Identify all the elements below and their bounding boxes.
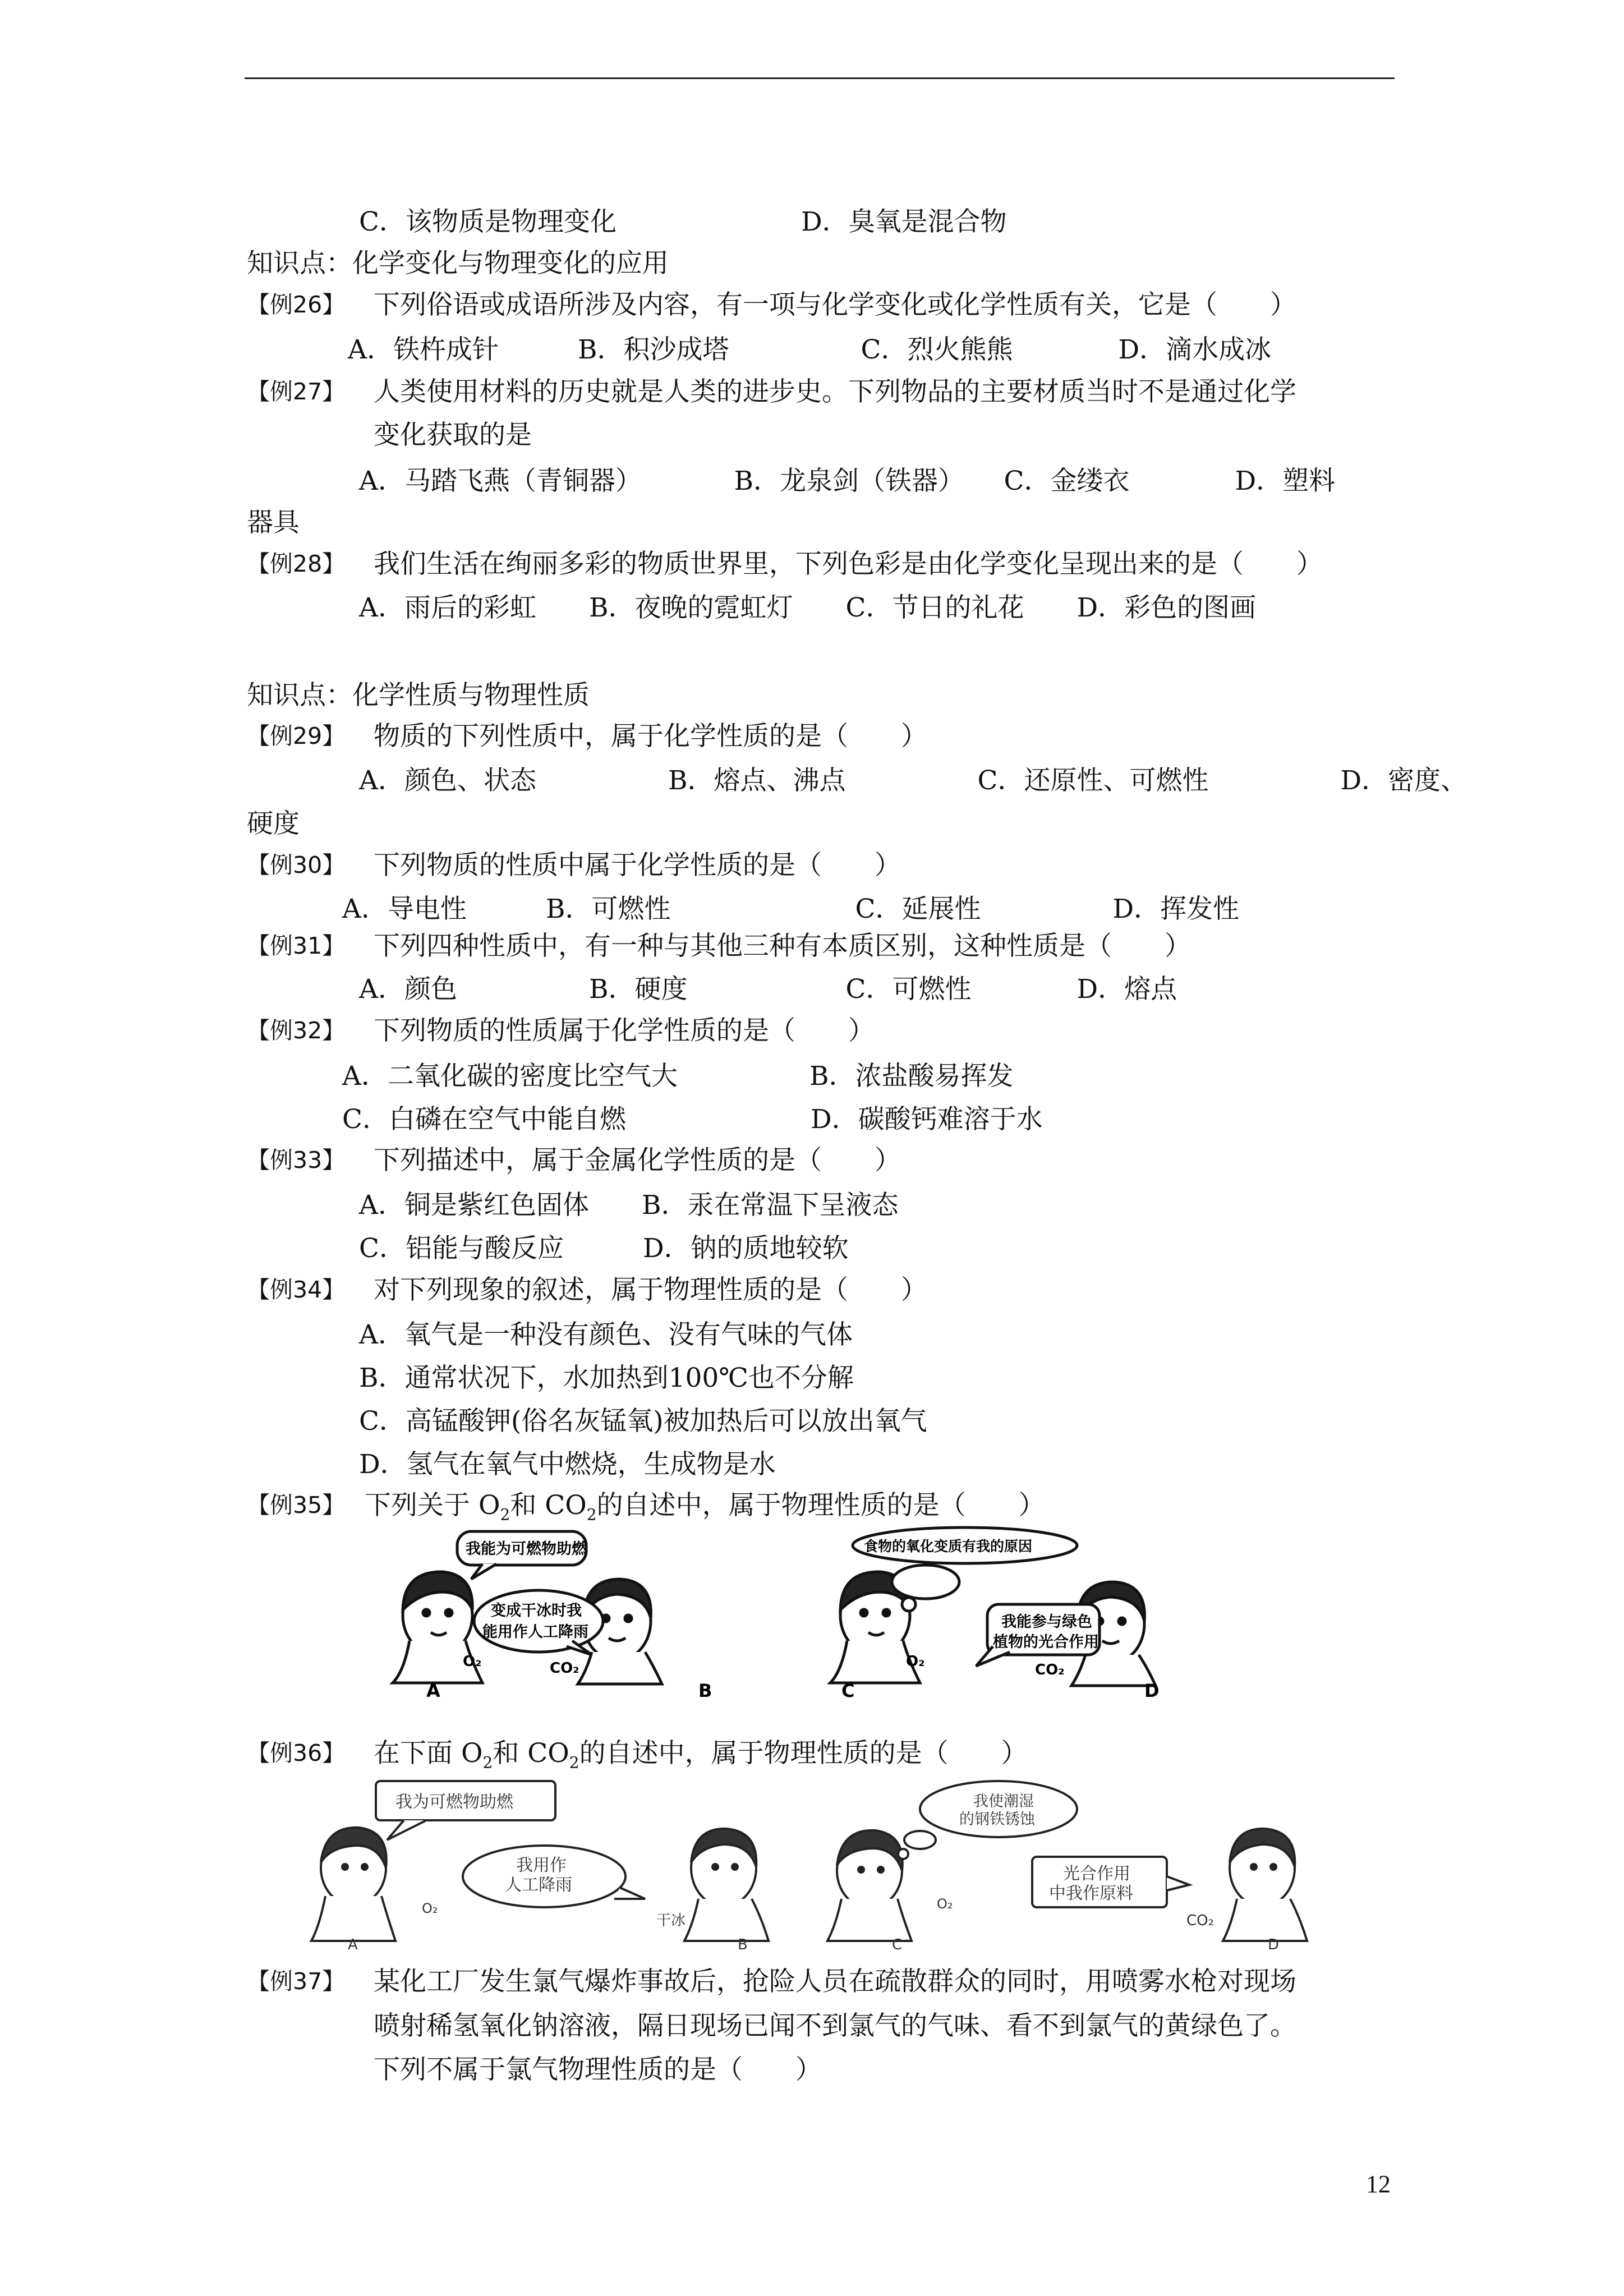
bubble-text: 食物的氧化变质有我的原因 xyxy=(864,1538,1033,1554)
question-options: A．马踏飞燕（青铜器） B．龙泉剑（铁器） C．金缕衣 D．塑料 xyxy=(359,466,1336,496)
question-stem: 我们生活在绚丽多彩的物质世界里，下列色彩是由化学变化呈现出来的是（ ） xyxy=(374,549,1323,579)
question-stem: 变化获取的是 xyxy=(374,420,532,450)
bubble-text: 我为可燃物助燃 xyxy=(395,1792,513,1812)
example-tag: 【例31】 xyxy=(247,932,346,959)
figure-label: C xyxy=(841,1680,855,1700)
figure-35 xyxy=(370,1526,1234,1700)
figure-label: D xyxy=(1144,1680,1160,1700)
question-options: A．导电性 B．可燃性 C．延展性 D．挥发性 xyxy=(342,894,1240,924)
question-options: A．二氧化碳的密度比空气大 B．浓盐酸易挥发 xyxy=(342,1061,1014,1092)
question-options: C．高锰酸钾(俗名灰锰氧)被加热后可以放出氧气 xyxy=(359,1406,927,1437)
question-stem: 下列关于 $O_2$和 $CO_2$的自述中，属于物理性质的是（ ） xyxy=(365,1490,1045,1524)
bubble-text: 植物的光合作用 xyxy=(993,1634,1099,1651)
question-stem: 物质的下列性质中，属于化学性质的是（ ） xyxy=(374,721,927,752)
bubble-text: 中我作原料 xyxy=(1049,1884,1133,1903)
question-stem: 下列俗语或成语所涉及内容，有一项与化学变化或化学性质有关，它是（ ） xyxy=(374,289,1296,320)
example-tag: 【例36】 xyxy=(247,1740,346,1766)
example-tag: 【例33】 xyxy=(247,1147,346,1174)
figure-label: A xyxy=(348,1936,358,1952)
formula-label: O₂ xyxy=(422,1901,438,1916)
question-options: B．通常状况下，水加热到100℃也不分解 xyxy=(359,1363,854,1393)
example-tag: 【例32】 xyxy=(247,1017,346,1044)
question-options: A．颜色 B．硬度 C．可燃性 D．熔点 xyxy=(359,974,1177,1005)
bubble-text: 人工降雨 xyxy=(505,1875,572,1895)
question-options: A．铜是紫红色固体 B．汞在常温下呈液态 xyxy=(359,1190,899,1221)
bubble-text: 我能为可燃物助燃 xyxy=(466,1540,587,1558)
question-options: 硬度 xyxy=(247,808,300,839)
question-stem: 在下面 $O_2$和 $CO_2$的自述中，属于物理性质的是（ ） xyxy=(374,1738,1028,1772)
question-options: A．雨后的彩虹 B．夜晚的霓虹灯 C．节日的礼花 D．彩色的图画 xyxy=(359,592,1257,623)
question-options: C．白磷在空气中能自燃 D．碳酸钙难溶于水 xyxy=(342,1104,1043,1135)
example-tag: 【例37】 xyxy=(247,1968,346,1995)
question-stem: 下列物质的性质属于化学性质的是（ ） xyxy=(374,1015,875,1046)
cartoon-figure-36 xyxy=(275,1778,1352,1952)
section-heading: 知识点：化学性质与物理性质 xyxy=(247,680,590,711)
example-tag: 【例26】 xyxy=(247,291,346,318)
question-options: C．铝能与酸反应 D．钠的质地较软 xyxy=(359,1233,849,1264)
bubble-text: 变成干冰时我 xyxy=(491,1602,582,1619)
bubble-text: 我能参与绿色 xyxy=(1001,1613,1092,1631)
bubble-text: 的钢铁锈蚀 xyxy=(959,1811,1035,1828)
bubble-text: 能用作人工降雨 xyxy=(482,1623,588,1641)
question-stem: 对下列现象的叙述，属于物理性质的是（ ） xyxy=(374,1274,927,1305)
formula-label: O₂ xyxy=(906,1653,925,1670)
bubble-text: 光合作用 xyxy=(1063,1864,1130,1884)
question-options: A．氧气是一种没有颜色、没有气味的气体 xyxy=(359,1319,853,1350)
example-tag: 【例28】 xyxy=(247,550,346,577)
formula-label: CO₂ xyxy=(550,1660,579,1677)
question-stem: 下列不属于氯气物理性质的是（ ） xyxy=(374,2054,822,2085)
bubble-text: 我使潮湿 xyxy=(973,1793,1034,1810)
figure-36 xyxy=(275,1778,1352,1952)
example-tag: 【例29】 xyxy=(247,723,346,749)
figure-label: D xyxy=(1268,1936,1280,1952)
figure-label: B xyxy=(698,1680,712,1700)
question-stem: 某化工厂发生氯气爆炸事故后，抢险人员在疏散群众的同时，用喷雾水枪对现场 xyxy=(374,1966,1296,1997)
section-heading: 知识点：化学变化与物理变化的应用 xyxy=(247,248,669,279)
question-stem: 下列描述中，属于金属化学性质的是（ ） xyxy=(374,1145,901,1176)
cartoon-figure-35 xyxy=(370,1526,1234,1700)
question-stem: 人类使用材料的历史就是人类的进步史。下列物品的主要材质当时不是通过化学 xyxy=(374,376,1296,407)
formula-label: O₂ xyxy=(463,1653,482,1670)
figure-label: C xyxy=(892,1936,903,1952)
question-options: 器具 xyxy=(247,507,300,538)
example-tag: 【例30】 xyxy=(247,852,346,878)
formula-label: O₂ xyxy=(937,1896,953,1912)
example-tag: 【例35】 xyxy=(247,1492,346,1519)
question-options: A．铁杵成针 B．积沙成塔 C．烈火熊熊 D．滴水成冰 xyxy=(348,334,1272,365)
question-stem: 下列四种性质中，有一种与其他三种有本质区别，这种性质是（ ） xyxy=(374,931,1191,961)
example-tag: 【例27】 xyxy=(247,378,346,405)
formula-label: CO₂ xyxy=(1035,1662,1065,1678)
bubble-text: 我用作 xyxy=(516,1856,567,1875)
page-number: 12 xyxy=(1366,2170,1391,2198)
question-stem: 下列物质的性质中属于化学性质的是（ ） xyxy=(374,850,901,881)
question-options: D．氢气在氧气中燃烧，生成物是水 xyxy=(359,1449,776,1480)
question-options: A．颜色、状态 B．熔点、沸点 C．还原性、可燃性 D．密度、 xyxy=(359,765,1467,796)
formula-label: CO₂ xyxy=(1186,1912,1214,1929)
ganbing-label: 干冰 xyxy=(656,1912,686,1929)
figure-label: B xyxy=(738,1936,748,1952)
example-tag: 【例34】 xyxy=(247,1276,346,1303)
q25-options: C．该物质是物理变化 D．臭氧是混合物 xyxy=(359,206,1007,237)
figure-label: A xyxy=(426,1680,440,1700)
question-stem: 喷射稀氢氧化钠溶液，隔日现场已闻不到氯气的气味、看不到氯气的黄绿色了。 xyxy=(374,2010,1296,2041)
header-rule xyxy=(245,77,1395,79)
